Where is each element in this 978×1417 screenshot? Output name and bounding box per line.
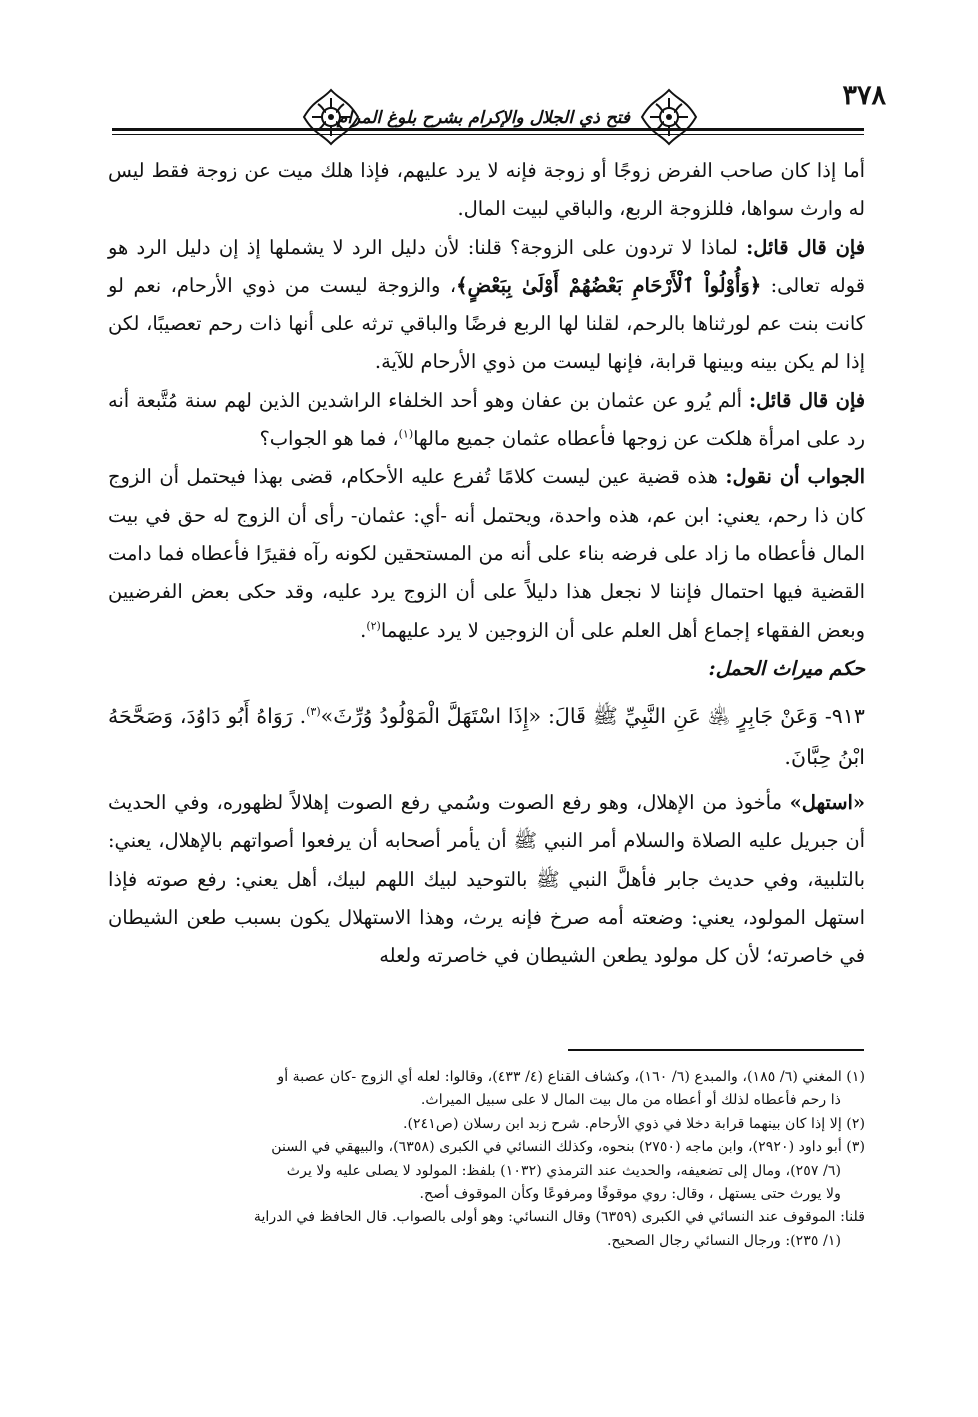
term-lead: «استهل» [789,791,865,815]
main-text [108,152,865,976]
footnote-2: (٢) إلا إذا كان بينهما قرابة دخلا في ذوي الأرحام. شرح زبد ابن رسلان (ص٢٤١). [402,1115,865,1132]
section-heading: حكم ميراث الحمل: [708,656,865,680]
footnote-3-cont: ولا يورث حتى يستهل ، وقال: روي موقوفًا ومرفوعًا وكأن الموقوف أصح. [419,1186,841,1203]
footnote-ref: (٣) [306,705,321,719]
paragraph-5: «استهل» مأخوذ من الإهلال، وهو رفع الصوت وسُمي رفع الصوت إهلالاً لظهوره، وفي الحديث أن جبريل عليه الصلاة والسلام أمر النبي ﷺ أن يأمر أصحابه أن يرفعوا أصواتهم بالإهلال، يعني: بالتلبية، وفي حديث جابر فأهلَّ النبي ﷺ بالتوحيد لبيك اللهم لبيك، أهل يعني: رفع صوته فإذا استهل المولود، يعني: وضعته أمه صرخ فإنه يرث، وهذا الاستهلال يكون بسبب طعن الشيطان في خاصرته؛ لأن كل مولود يطعن الشيطان في خاصرته ولعله [108,791,865,968]
footnotes [108,1066,865,1253]
footnote-3-cont: (٦/ ٢٥٧)، ومال إلى تضعيفه، والحديث عند الترمذي (١٠٣٢) بلفظ: المولود لا يصلى عليه ولا يرث [286,1162,841,1179]
footnote-3: (٣) أبو داود (٢٩٢٠)، وابن ماجه (٢٧٥٠) بنحوه، وكذلك النسائي في الكبرى (٦٣٥٨)، والبيهقي في السنن [271,1139,865,1156]
footnote-1: (١) المغني (٦/ ١٨٥)، والمبدع (٦/ ١٦٠)، وكشاف القناع (٤/ ٤٣٣)، وقالوا: لعله أي الزوج -كان عصبة أو [277,1069,865,1085]
objection-lead: فإن قال قائل: [748,388,865,412]
paragraph-1: أما إذا كان صاحب الفرض زوجًا أو زوجة فإنه لا يرد عليهم، فإذا هلك ميت عن زوجة فقط ليس له وارث سواها، فللزوجة الربع، والباقي لبيت المال. [108,159,865,221]
hadith-text: ٩١٣- وَعَنْ جَابِرٍ ﵁ عَنِ النَّبِيِّ ﷺ قَالَ: «إِذَا اسْتَهَلَّ الْمَوْلُودُ وُرِّثَ»$^{(٣)}$. رَوَاهُ أَبُو دَاوُدَ، وَصَحَّحَهُ ابْنُ حِبَّانَ. [108,704,865,770]
paragraph-4: الجواب أن نقول: هذه قضية عين ليست كلامًا تُفرع عليه الأحكام، قضى بهذا فيحتمل أن الزوج كان ذا رحم، يعني: ابن عم، هذه واحدة، ويحتمل أنه -أي: عثمان- رأى أن الزوج له حق في بيت المال فأعطاه ما زاد على فرضه بناء على أنه من المستحقين لكونه رآه فقيرًا فأعطاه فما دامت القضية فيها احتمال فإننا لا نجعل هذا دليلاً على أن الزوج يرد عليه، وقد حكى بعض الفرضيين وبعض الفقهاء إجماع أهل العلم على أن الزوجين لا يرد عليهما$^{(٢)}$. [108,465,865,642]
paragraph-3: فإن قال قائل: ألم يُرو عن عثمان بن عفان وهو أحد الخلفاء الراشدين الذين لهم سنة مُتَّبعة أنه رد على امرأة هلكت عن زوجها فأعطاه عثمان جميع مالها$^{(١)}$، فما هو الجواب؟ [108,388,865,451]
footnote-4-cont: (١/ ٢٣٥): ورجال النسائي رجال الصحيح. [606,1232,841,1249]
answer-lead: الجواب أن نقول: [725,465,865,489]
ornament-right-icon [638,86,700,148]
footnote-4: قلنا: الموقوف عند النسائي في الكبرى (٦٣٥٩) وقال النسائي: وهو أولى بالصواب. قال الحافظ في الدراية [253,1209,865,1226]
footnote-separator [568,1049,864,1051]
header-rule-thin [112,134,864,135]
ornament-left-icon [300,86,362,148]
quran-verse: ﴿وَأُوْلُواْ ٱلْأَرْحَامِ بَعْضُهُمْ أَوْلَىٰ بِبَعْضٍ﴾ [456,273,762,297]
header-rule [112,128,864,131]
paragraph-2: فإن قال قائل: لماذا لا تردون على الزوجة؟ قلنا: لأن دليل الرد لا يشملها إذ إن دليل الرد هو قوله تعالى: ﴿وَأُوْلُواْ ٱلْأَرْحَامِ بَعْضُهُمْ أَوْلَىٰ بِبَعْضٍ﴾، والزوجة ليست من ذوي الأرحام، نعم لو كانت بنت عم لورثناها بالرحم، لقلنا لها الربع فرضًا والباقي ترثه على أنها ذات رحم تعصيبًا، لكن إذا لم يكن بينه وبينها قرابة، فإنها ليست من ذوي الأرحام للآية. [108,235,865,374]
footnote-ref: (١) [398,427,414,441]
running-header-title: فتح ذي الجلال والإكرام بشرح بلوغ المرام [336,108,630,128]
footnote-1-cont: ذا رحم فأعطاه لذلك أو أعطاه من مال بيت المال لا على سبيل الميراث. [420,1092,841,1109]
page-number: ٣٧٨ [842,80,886,111]
objection-lead: فإن قال قائل: [746,235,865,259]
footnote-ref: (٢) [366,619,381,633]
